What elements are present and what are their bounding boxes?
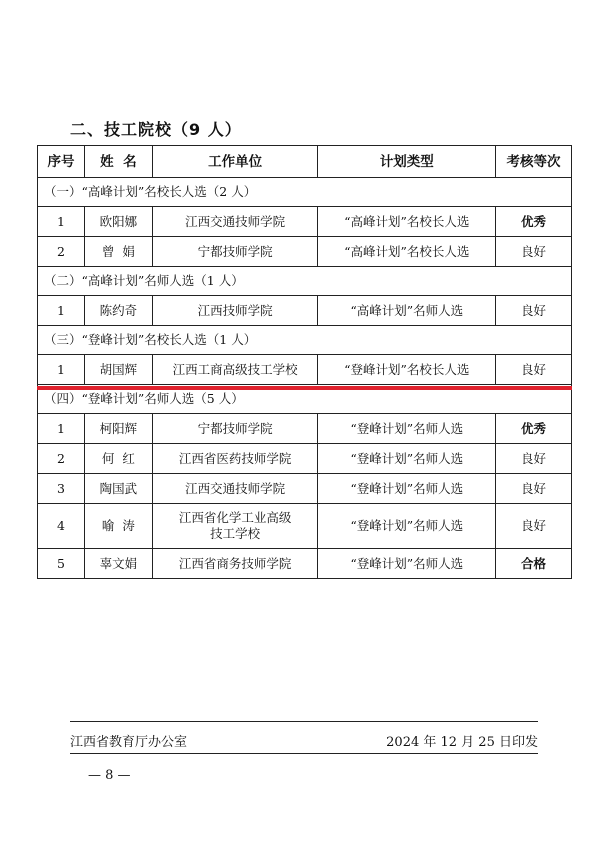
cell-unit-line: 江西省化学工业高级: [178, 510, 292, 525]
cell-no: 2: [38, 444, 85, 474]
group-title: （二）“高峰计划”名师人选（1 人）: [38, 267, 572, 296]
cell-name: 胡国辉: [84, 355, 152, 385]
cell-name: 辜文娟: [84, 549, 152, 579]
table-row: [38, 504, 572, 549]
group-title: （四）“登峰计划”名师人选（5 人）: [38, 385, 572, 414]
group-row: [38, 267, 572, 296]
cell-grade: 良好: [496, 296, 572, 326]
footer-office: 江西省教育厅办公室: [70, 735, 188, 750]
cell-no: 4: [38, 504, 85, 549]
group-row: [38, 178, 572, 207]
footer-top-rule: [70, 721, 538, 722]
cell-name: 欧阳娜: [84, 207, 152, 237]
cell-unit: 宁都技师学院: [152, 414, 318, 444]
cell-grade: 合格: [496, 549, 572, 579]
cell-plan: “高峰计划”名校长人选: [318, 207, 496, 237]
cell-name: 喻 涛: [84, 504, 152, 549]
cell-grade: 良好: [496, 355, 572, 385]
cell-no: 1: [38, 296, 85, 326]
page-number: — 8 —: [88, 768, 131, 783]
header-grade: 考核等次: [496, 146, 572, 178]
cell-plan: “登峰计划”名师人选: [318, 474, 496, 504]
table-row: [38, 237, 572, 267]
cell-unit-line: 技工学校: [210, 526, 261, 541]
cell-no: 1: [38, 414, 85, 444]
header-name: 姓 名: [84, 146, 152, 178]
table-row: [38, 474, 572, 504]
table-row: [38, 444, 572, 474]
cell-unit: [152, 504, 318, 549]
table-row: [38, 296, 572, 326]
table-row: [38, 207, 572, 237]
cell-unit: 江西省医药技师学院: [152, 444, 318, 474]
cell-plan: “高峰计划”名师人选: [318, 296, 496, 326]
cell-unit: 江西交通技师学院: [152, 207, 318, 237]
group-title: （一）“高峰计划”名校长人选（2 人）: [38, 178, 572, 207]
red-highlight-line: [37, 386, 572, 390]
cell-name: 曾 娟: [84, 237, 152, 267]
cell-no: 5: [38, 549, 85, 579]
cell-no: 1: [38, 355, 85, 385]
cell-unit: 江西技师学院: [152, 296, 318, 326]
cell-plan: “高峰计划”名校长人选: [318, 237, 496, 267]
evaluation-table: [37, 145, 572, 579]
footer-bottom-rule: [70, 753, 538, 754]
cell-unit: 宁都技师学院: [152, 237, 318, 267]
cell-plan: “登峰计划”名师人选: [318, 504, 496, 549]
cell-grade: 良好: [496, 444, 572, 474]
header-unit: 工作单位: [152, 146, 318, 178]
table-row: [38, 414, 572, 444]
cell-unit: 江西省商务技师学院: [152, 549, 318, 579]
cell-grade: 优秀: [496, 207, 572, 237]
cell-unit: 江西交通技师学院: [152, 474, 318, 504]
cell-plan: “登峰计划”名师人选: [318, 414, 496, 444]
cell-name: 陈约奇: [84, 296, 152, 326]
cell-plan: “登峰计划”名师人选: [318, 444, 496, 474]
header-plan: 计划类型: [318, 146, 496, 178]
table-row: [38, 355, 572, 385]
cell-grade: 良好: [496, 504, 572, 549]
cell-name: 陶国武: [84, 474, 152, 504]
header-no: 序号: [38, 146, 85, 178]
table-row: [38, 549, 572, 579]
section-title: 二、技工院校（9 人）: [70, 120, 242, 139]
cell-unit: 江西工商高级技工学校: [152, 355, 318, 385]
cell-grade: 良好: [496, 237, 572, 267]
cell-no: 2: [38, 237, 85, 267]
cell-name: 何 红: [84, 444, 152, 474]
table-header-row: [38, 146, 572, 178]
cell-grade: 优秀: [496, 414, 572, 444]
cell-no: 3: [38, 474, 85, 504]
footer-date: 2024 年 12 月 25 日印发: [386, 735, 538, 750]
cell-name: 柯阳辉: [84, 414, 152, 444]
cell-plan: “登峰计划”名校长人选: [318, 355, 496, 385]
group-row: [38, 326, 572, 355]
cell-no: 1: [38, 207, 85, 237]
cell-plan: “登峰计划”名师人选: [318, 549, 496, 579]
cell-grade: 良好: [496, 474, 572, 504]
group-title: （三）“登峰计划”名校长人选（1 人）: [38, 326, 572, 355]
